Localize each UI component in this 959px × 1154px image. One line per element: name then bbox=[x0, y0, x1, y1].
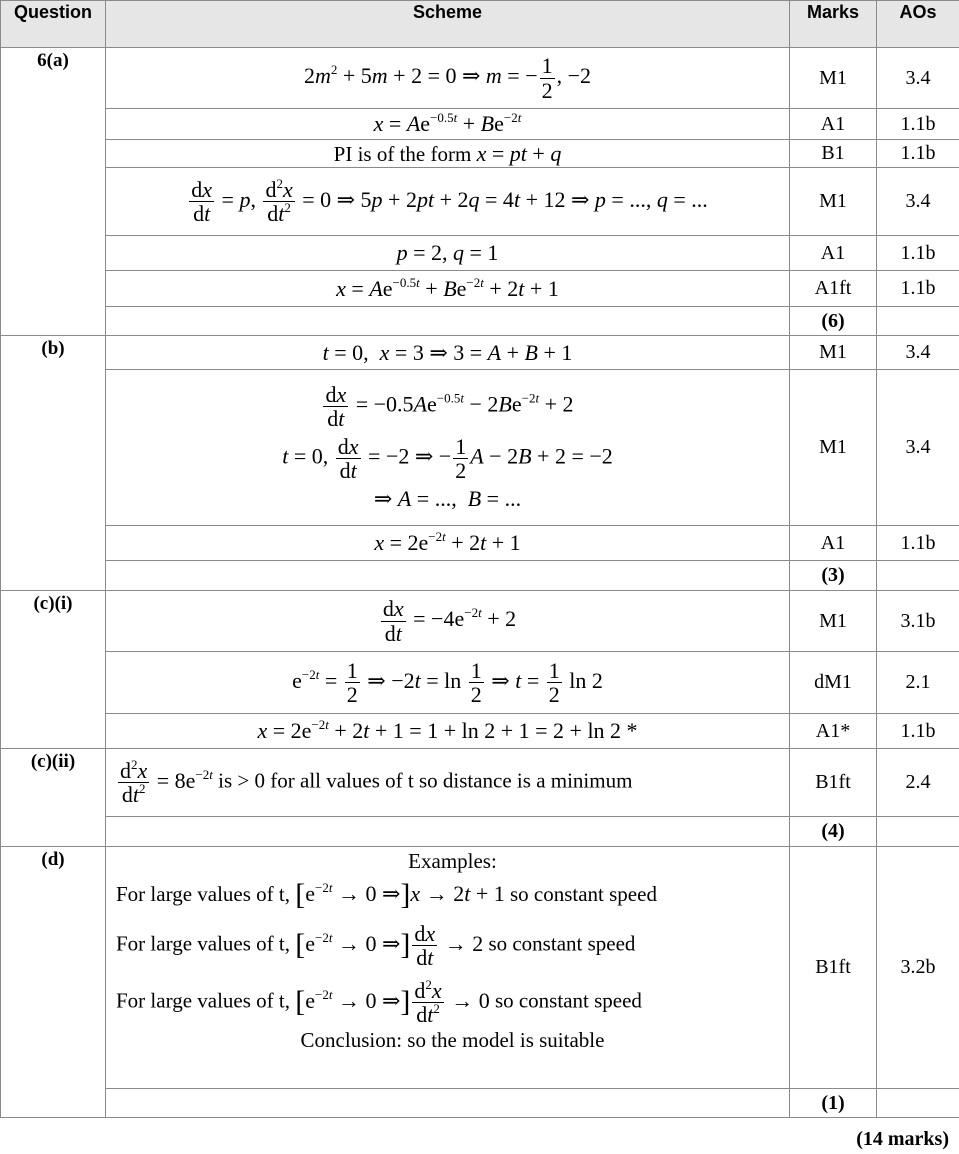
ao-cell: 1.1b bbox=[877, 714, 959, 749]
table-row bbox=[1, 168, 959, 236]
ao-cell: 2.4 bbox=[877, 749, 959, 817]
table-row bbox=[1, 109, 959, 140]
mark-cell: B1ft bbox=[790, 847, 877, 1089]
table-row bbox=[1, 561, 959, 591]
question-label-b: (b) bbox=[1, 336, 106, 591]
question-label-6a: 6(a) bbox=[1, 48, 106, 336]
ao-cell: 1.1b bbox=[877, 526, 959, 561]
constant-speed-text: so constant speed bbox=[509, 882, 657, 906]
ao-cell: 3.4 bbox=[877, 48, 959, 109]
mark-cell: A1ft bbox=[790, 271, 877, 307]
scheme-cell: $x = 2e^{-2t} + 2t + 1 = 1 + \ln 2 + 1 = 2 + \ln 2$ * bbox=[106, 714, 790, 749]
large-values-text: For large values of t, bbox=[116, 931, 290, 956]
table-row bbox=[1, 370, 959, 526]
mark-cell: A1* bbox=[790, 714, 877, 749]
scheme-cell bbox=[106, 307, 790, 336]
ao-cell: 1.1b bbox=[877, 109, 959, 140]
table-row bbox=[1, 140, 959, 168]
table-row bbox=[1, 48, 959, 109]
scheme-cell: $x = Ae^{-0.5t} + Be^{-2t} + 2t + 1$ bbox=[106, 271, 790, 307]
mark-cell: M1 bbox=[790, 591, 877, 652]
ao-cell: 3.4 bbox=[877, 168, 959, 236]
question-label-ci: (c)(i) bbox=[1, 591, 106, 749]
mark-cell: M1 bbox=[790, 48, 877, 109]
table-row bbox=[1, 526, 959, 561]
large-values-text: For large values of t, bbox=[116, 988, 290, 1013]
constant-speed-text: so constant speed bbox=[494, 988, 642, 1013]
table-row bbox=[1, 652, 959, 714]
scheme-cell: $2m^2 + 5m + 2 = 0$ ⇒ m = − $\frac{1}{2}$ , −2 bbox=[106, 48, 790, 109]
scheme-cell: t = 0, x = 3 ⇒ 3 = A + B + 1 bbox=[106, 336, 790, 370]
mark-cell: A1 bbox=[790, 236, 877, 271]
pi-form-text: PI is of the form bbox=[333, 141, 472, 166]
table-row bbox=[1, 847, 959, 1089]
scheme-cell: $\frac{dx}{dt}$ = p, $\frac{d^2x}{dt^2}$ = 0 ⇒ 5p + 2pt + 2q = 4t + 12 ⇒ p = ..., q = ... bbox=[106, 168, 790, 236]
scheme-cell: Examples: For large values of t, [$e^{-2t} \to 0$ ⇒]x → 2t + 1 so constant speed For large values of t, [$e^{-2t} \to 0$ ⇒] $\frac{dx}{dt}$ → 2 so constant speed For large values of t, [$e^{-2t} \to 0$ ⇒] $\frac{d^2x}{dt^2}$ → 0 so constant speed Conclusion: so the model is suitable bbox=[106, 847, 790, 1089]
subtotal-cell: (3) bbox=[790, 561, 877, 591]
ao-cell bbox=[877, 561, 959, 591]
table-row bbox=[1, 1089, 959, 1118]
subtotal-cell: (6) bbox=[790, 307, 877, 336]
header-question: Question bbox=[1, 1, 106, 48]
ao-cell: 3.1b bbox=[877, 591, 959, 652]
scheme-cell bbox=[106, 561, 790, 591]
mark-cell: M1 bbox=[790, 370, 877, 526]
scheme-cell: $x = 2e^{-2t} + 2t + 1$ bbox=[106, 526, 790, 561]
question-label-cii: (c)(ii) bbox=[1, 749, 106, 847]
mark-cell: B1ft bbox=[790, 749, 877, 817]
header-scheme: Scheme bbox=[106, 1, 790, 48]
header-row bbox=[1, 1, 959, 48]
mark-cell: dM1 bbox=[790, 652, 877, 714]
cii-statement: is > 0 for all values of t so distance is a minimum bbox=[218, 768, 633, 793]
table-row bbox=[1, 307, 959, 336]
ao-cell: 1.1b bbox=[877, 271, 959, 307]
scheme-cell: p = 2, q = 1 bbox=[106, 236, 790, 271]
scheme-cell: $e^{-2t}$ = $\frac{1}{2}$ ⇒ −2t = ln $\frac{1}{2}$ ⇒ t = $\frac{1}{2}$ ln 2 bbox=[106, 652, 790, 714]
table-row bbox=[1, 749, 959, 817]
scheme-cell: $\frac{dx}{dt}$ = $-4e^{-2t} + 2$ bbox=[106, 591, 790, 652]
scheme-cell bbox=[106, 817, 790, 847]
large-values-text: For large values of t, bbox=[116, 882, 290, 906]
header-marks: Marks bbox=[790, 1, 877, 48]
ao-cell: 1.1b bbox=[877, 236, 959, 271]
table-row bbox=[1, 236, 959, 271]
ao-cell: 2.1 bbox=[877, 652, 959, 714]
subtotal-cell: (1) bbox=[790, 1089, 877, 1118]
mark-cell: B1 bbox=[790, 140, 877, 168]
table-row bbox=[1, 714, 959, 749]
mark-cell: M1 bbox=[790, 336, 877, 370]
scheme-cell: PI is of the form x = pt + q bbox=[106, 140, 790, 168]
conclusion-text: Conclusion: so the model is suitable bbox=[300, 1028, 605, 1053]
constant-speed-text: so constant speed bbox=[488, 931, 636, 956]
ao-cell: 1.1b bbox=[877, 140, 959, 168]
ao-cell bbox=[877, 817, 959, 847]
header-aos: AOs bbox=[877, 1, 959, 48]
scheme-cell: $\frac{d^2x}{dt^2}$ = $8e^{-2t}$ is > 0 for all values of t so distance is a minimum bbox=[106, 749, 790, 817]
scheme-cell: $x = Ae^{-0.5t} + Be^{-2t}$ bbox=[106, 109, 790, 140]
scheme-cell: $\frac{dx}{dt}$ = $-0.5Ae^{-0.5t} - 2Be^{-2t} + 2$ t = 0, $\frac{dx}{dt}$ = −2 ⇒ − $\frac{1}{2}$ A − 2B + 2 = −2 ⇒ A = ..., B = ... bbox=[106, 370, 790, 526]
table-row bbox=[1, 591, 959, 652]
examples-heading: Examples: bbox=[408, 849, 497, 873]
mark-cell: A1 bbox=[790, 526, 877, 561]
mark-cell: M1 bbox=[790, 168, 877, 236]
mark-cell: A1 bbox=[790, 109, 877, 140]
ao-cell bbox=[877, 1089, 959, 1118]
subtotal-cell: (4) bbox=[790, 817, 877, 847]
total-marks: (14 marks) bbox=[856, 1128, 949, 1150]
table-row bbox=[1, 271, 959, 307]
scheme-cell bbox=[106, 1089, 790, 1118]
question-label-d: (d) bbox=[1, 847, 106, 1118]
ao-cell: 3.4 bbox=[877, 336, 959, 370]
ao-cell: 3.2b bbox=[877, 847, 959, 1089]
table-row bbox=[1, 336, 959, 370]
ao-cell: 3.4 bbox=[877, 370, 959, 526]
table-row bbox=[1, 817, 959, 847]
ao-cell bbox=[877, 307, 959, 336]
